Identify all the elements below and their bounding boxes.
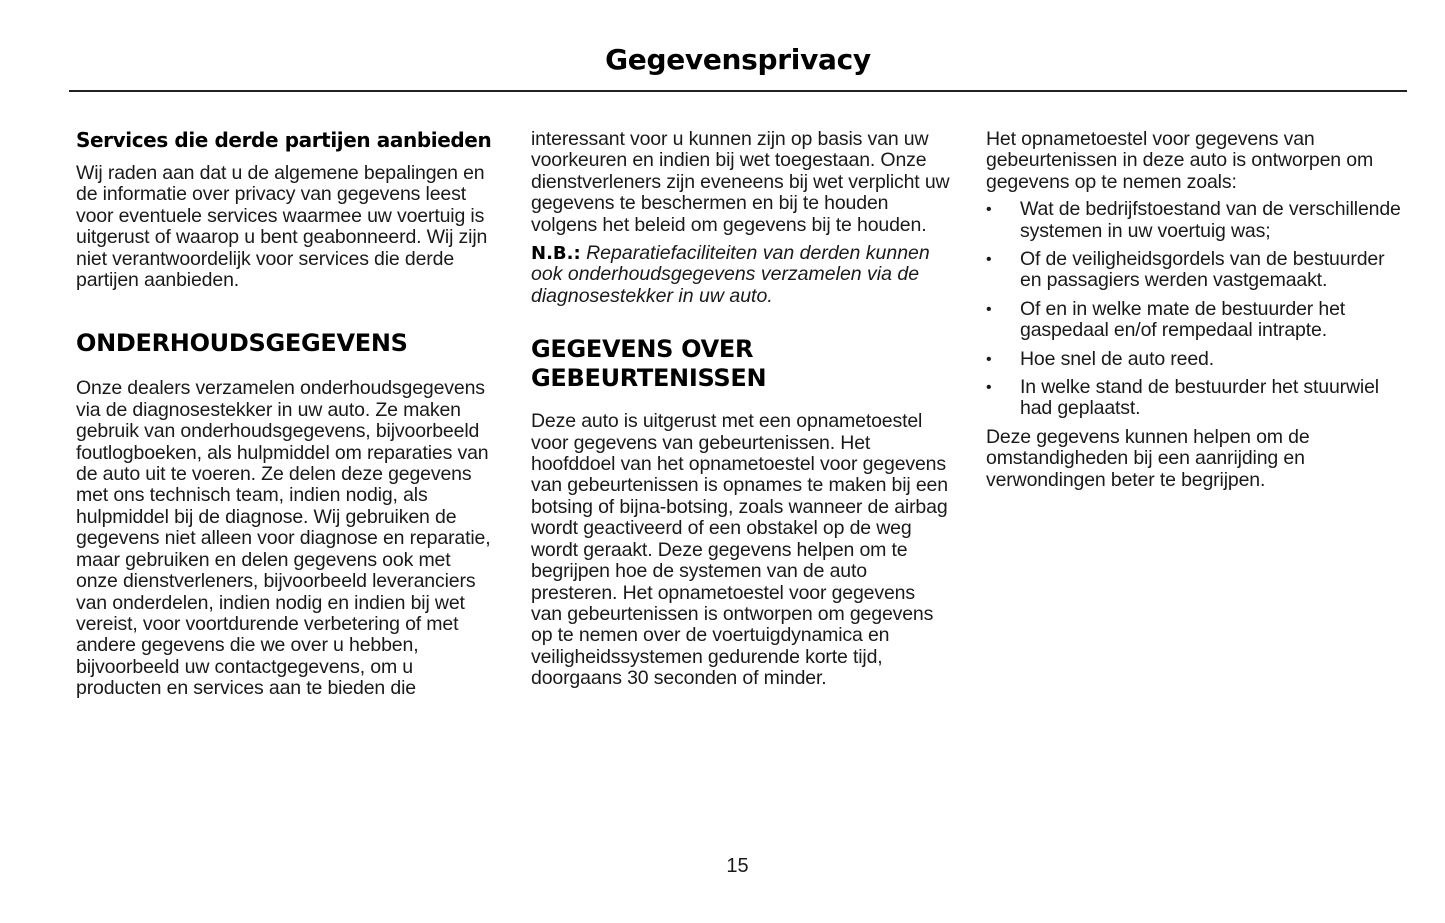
note-label: N.B.: (531, 243, 581, 265)
list-item (986, 299, 1406, 342)
third-party-services-heading: Services die derde partijen aanbieden (76, 128, 492, 152)
maintenance-data-continuation: interessant voor u kunnen zijn op basis van uw voorkeuren en indien bij wet toegestaan. Onze dienstverleners zijn eveneens bij wet verplicht uw gegevens te beschermen en bij te houden volgens het beleid om gegevens bij te houden. (531, 128, 950, 236)
list-item-text: In welke stand de bestuurder het stuurwiel had geplaatst. (1020, 376, 1379, 420)
event-data-heading-line1: GEGEVENS OVER (531, 335, 754, 364)
column-left (76, 129, 496, 700)
note-text: Reparatiefaciliteiten van derden kunnen ook onderhoudsgegevens verzamelen via de diagnosestekker in uw auto. (531, 242, 930, 307)
event-data-text: Deze auto is uitgerust met een opnametoestel voor gegevens van gebeurtenissen. Het hoofddoel van het opnametoestel voor gegevens van gebeurtenissen is opnames te maken bij een botsing of bijna-botsing, zoals wanneer de airbag wordt geactiveerd of een obstakel op de weg wordt geraakt. Deze gegevens helpen om te begrijpen hoe de systemen van de auto presteren. Het opnametoestel voor gegevens van gebeurtenissen is ontworpen om gegevens op te nemen over de voertuigdynamica en veiligheidssystemen gedurende korte tijd, doorgaans 30 seconden of minder. (531, 410, 948, 690)
event-data-heading (531, 335, 951, 393)
list-item-text: Of en in welke mate de bestuurder het gaspedaal en/of rempedaal intrapte. (1020, 297, 1346, 342)
bullet-icon: • (986, 251, 992, 269)
page-header (69, 40, 1407, 92)
bullet-icon: • (986, 350, 992, 368)
list-item-text: Of de veiligheidsgordels van de bestuurder en passagiers werden vastgemaakt. (1020, 248, 1385, 292)
list-item-text: Hoe snel de auto reed. (1020, 347, 1215, 370)
event-data-heading-line2: GEBEURTENISSEN (531, 364, 767, 393)
bullet-icon: • (986, 201, 992, 219)
event-recorder-intro: Het opnametoestel voor gegevens van gebeurtenissen in deze auto is ontworpen om gegevens op te nemen zoals: (986, 128, 1374, 193)
column-right (986, 129, 1406, 491)
maintenance-data-heading: ONDERHOUDSGEGEVENS (76, 329, 408, 358)
third-party-services-text: Wij raden aan dat u de algemene bepalingen en de informatie over privacy van gegevens leest voor eventuele services waarmee uw voertuig is uitgerust of waarop u bent geabonneerd. Wij zijn niet verantwoordelijk voor services die derde partijen aanbieden. (76, 162, 488, 292)
list-item (986, 249, 1406, 292)
maintenance-data-text: Onze dealers verzamelen onderhoudsgegevens via de diagnosestekker in uw auto. Ze maken gebruik van onderhoudsgegevens, bijvoorbeeld foutlogboeken, als hulpmiddel om reparaties van de auto uit te voeren. Ze delen deze gegevens met ons technisch team, indien nodig, als hulpmiddel bij de diagnose. Wij gebruiken de gegevens niet alleen voor diagnose en reparatie, maar gebruiken en delen gegevens ook met onze dienstverleners, bijvoorbeeld leveranciers van onderdelen, indien nodig en indien bij wet vereist, voor voortdurende verbetering of met andere gegevens die we over u hebben, bijvoorbeeld uw contactgegevens, om u producten en services aan te bieden die (76, 377, 491, 700)
page-title: Gegevensprivacy (605, 43, 871, 76)
event-recorder-closing: Deze gegevens kunnen helpen om de omstandigheden bij een aanrijding en verwondingen beter te begrijpen. (986, 425, 1310, 491)
list-item (986, 199, 1406, 242)
recorded-data-list (986, 199, 1406, 420)
list-item (986, 349, 1406, 370)
page-number: 15 (726, 855, 749, 877)
note-paragraph (531, 243, 951, 307)
column-middle (531, 129, 951, 690)
list-item-text: Wat de bedrijfstoestand van de verschillende systemen in uw voertuig was; (1020, 198, 1401, 242)
list-item (986, 377, 1406, 420)
bullet-icon: • (986, 300, 992, 318)
bullet-icon: • (986, 379, 992, 397)
